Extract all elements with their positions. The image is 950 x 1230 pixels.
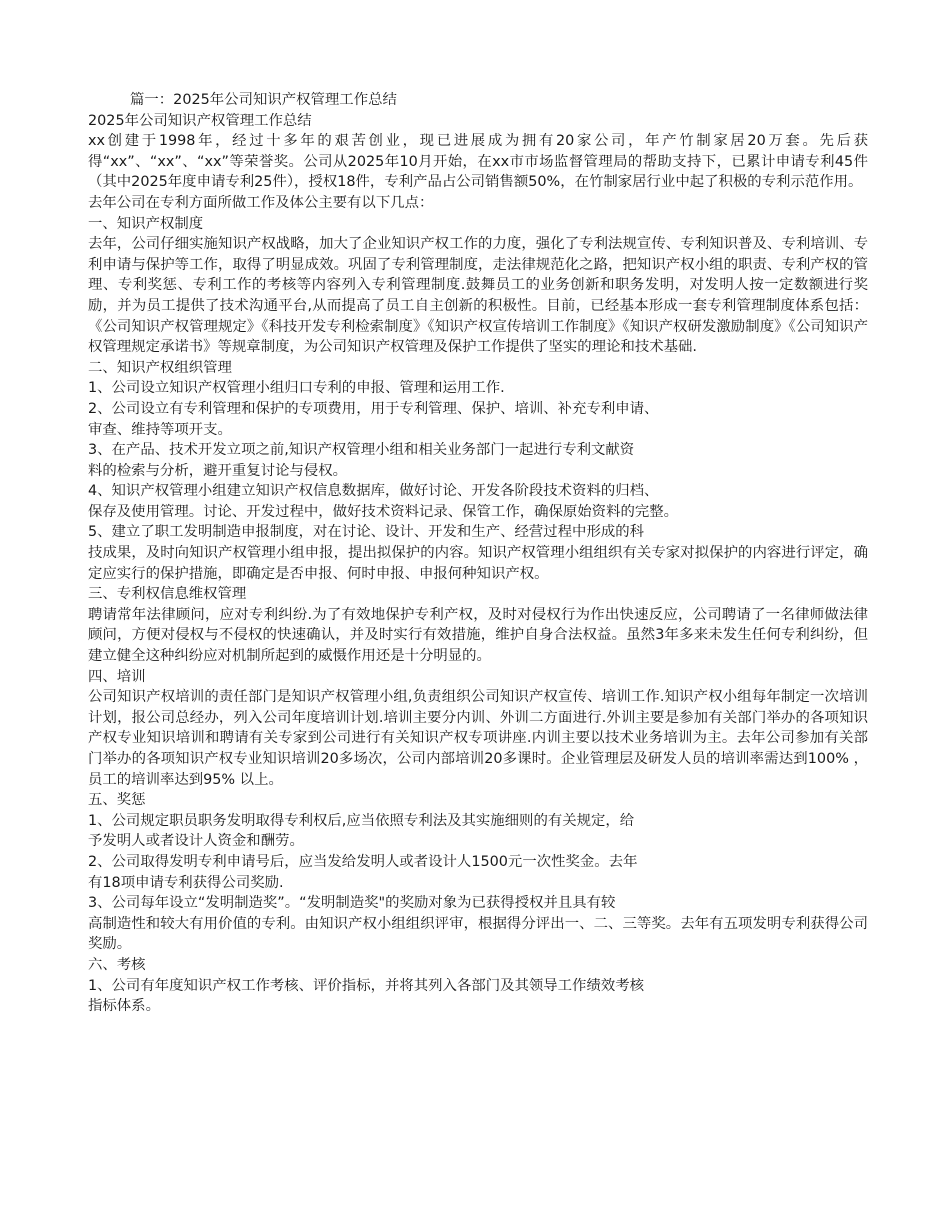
document-heading: 篇一：2025年公司知识产权管理工作总结 <box>130 92 397 108</box>
document-title: 2025年公司知识产权管理工作总结 <box>88 112 312 129</box>
section-2-line: 2、公司设立有专利管理和保护的专项费用，用于专利管理、保护、培训、补充专利申请、 <box>88 400 659 417</box>
section-2-line: 审查、维持等项开支。 <box>88 421 232 438</box>
intro-paragraph: xx创建于1998年，经过十多年的艰苦创业，现已进展成为拥有20家公司，年产竹制家居20万套。先后获得“xx”、“xx”、“xx”等荣誉奖。公司从2025年10月开始，在xx市市场监督管理局的帮助支持下，已累计申请专利45件（其中2025年度申请专利25件），授权18件，专利产品占公司销售额50%，在竹制家居行业中起了积极的专利示范作用。 <box>88 133 868 191</box>
section-heading-1: 一、知识产权制度 <box>88 215 204 232</box>
section-5-line: 予发明人或者设计人资金和酬劳。 <box>88 833 304 850</box>
section-5-line: 3、公司每年设立“发明制造奖”。“发明制造奖"的奖励对象为已获得授权并且具有较 <box>88 895 616 912</box>
document-body <box>88 90 868 1017</box>
section-2-line: 5、建立了职工发明制造申报制度，对在讨论、设计、开发和生产、经营过程中形成的科 <box>88 524 645 541</box>
section-5-line: 1、公司规定职员职务发明取得专利权后,应当依照专利法及其实施细则的有关规定，给 <box>88 812 635 829</box>
section-6-line: 指标体系。 <box>88 998 160 1015</box>
section-heading-4: 四、培训 <box>88 668 146 685</box>
section-heading-6: 六、考核 <box>88 956 146 973</box>
section-heading-3: 三、专利权信息维权管理 <box>88 586 247 603</box>
section-2-paragraph: 技成果，及时向知识产权管理小组申报，提出拟保护的内容。知识产权管理小组组织有关专家对拟保护的内容进行评定，确定应实行的保护措施，即确定是否申报、何时申报、申报何种知识产权。 <box>88 545 868 582</box>
section-2-line: 4、知识产权管理小组建立知识产权信息数据库，做好讨论、开发各阶段技术资料的归档、 <box>88 483 659 500</box>
section-2-line: 3、在产品、技术开发立项之前,知识产权管理小组和相关业务部门一起进行专利文献资 <box>88 442 635 459</box>
section-5-line: 有18项申请专利获得公司奖励. <box>88 874 284 891</box>
section-2-line: 保存及使用管理。讨论、开发过程中，做好技术资料记录、保管工作，确保原始资料的完整。 <box>88 503 679 520</box>
section-6-line: 1、公司有年度知识产权工作考核、评价指标，并将其列入各部门及其领导工作绩效考核 <box>88 977 645 994</box>
section-4-paragraph: 公司知识产权培训的责任部门是知识产权管理小组,负责组织公司知识产权宣传、培训工作.知识产权小组每年制定一次培训计划，报公司总经办，列入公司年度培训计划.培训主要分内训、外训二方面进行.外训主要是参加有关部门举办的各项知识产权专业知识培训和聘请有关专家到公司进行有关知识产权专项讲座.内训主要以技术业务培训为主。去年公司参加有关部门举办的各项知识产权专业知识培训20多场次，公司内部培训20多课时。企业管理层及研发人员的培训率需达到100% ，员工的培训率达到95% 以上。 <box>88 689 868 788</box>
section-heading-2: 二、知识产权组织管理 <box>88 359 232 376</box>
summary-lead: 去年公司在专利方面所做工作及体公主要有以下几点： <box>88 194 434 211</box>
section-5-paragraph: 高制造性和较大有用价值的专利。由知识产权小组组织评审，根据得分评出一、二、三等奖。去年有五项发明专利获得公司奖励。 <box>88 915 868 953</box>
section-2-line: 1、公司设立知识产权管理小组归口专利的申报、管理和运用工作. <box>88 380 505 397</box>
section-3-paragraph: 聘请常年法律顾问，应对专利纠纷.为了有效地保护专利产权，及时对侵权行为作出快速反应，公司聘请了一名律师做法律顾问，方便对侵权与不侵权的快速确认，并及时实行有效措施，维护自身合法权益。虽然3年多来未发生任何专利纠纷，但建立健全这种纠纷应对机制所起到的威慑作用还是十分明显的。 <box>88 606 868 665</box>
section-5-line: 2、公司取得发明专利申请号后，应当发给发明人或者设计人1500元一次性奖金。去年 <box>88 853 638 870</box>
section-heading-5: 五、奖惩 <box>88 792 146 809</box>
section-2-line: 料的检索与分析，避开重复讨论与侵权。 <box>88 462 348 479</box>
section-1-paragraph: 去年，公司仔细实施知识产权战略，加大了企业知识产权工作的力度，强化了专利法规宣传、专利知识普及、专利培训、专利申请与保护等工作，取得了明显成效。巩固了专利管理制度，走法律规范化之路，把知识产权小组的职责、专利产权的管理、专利奖惩、专利工作的考核等内容列入专利管理制度.鼓舞员工的业务创新和职务发明，对发明人按一定数额进行奖励，并为员工提供了技术沟通平台,从而提高了员工自主创新的积极性。目前，已经基本形成一套专利管理制度体系包括：《公司知识产权管理规定》《科技开发专利检索制度》《知识产权宣传培训工作制度》《知识产权研发激励制度》《公司知识产权管理规定承诺书》等规章制度，为公司知识产权管理及保护工作提供了坚实的理论和技术基础. <box>88 236 868 356</box>
